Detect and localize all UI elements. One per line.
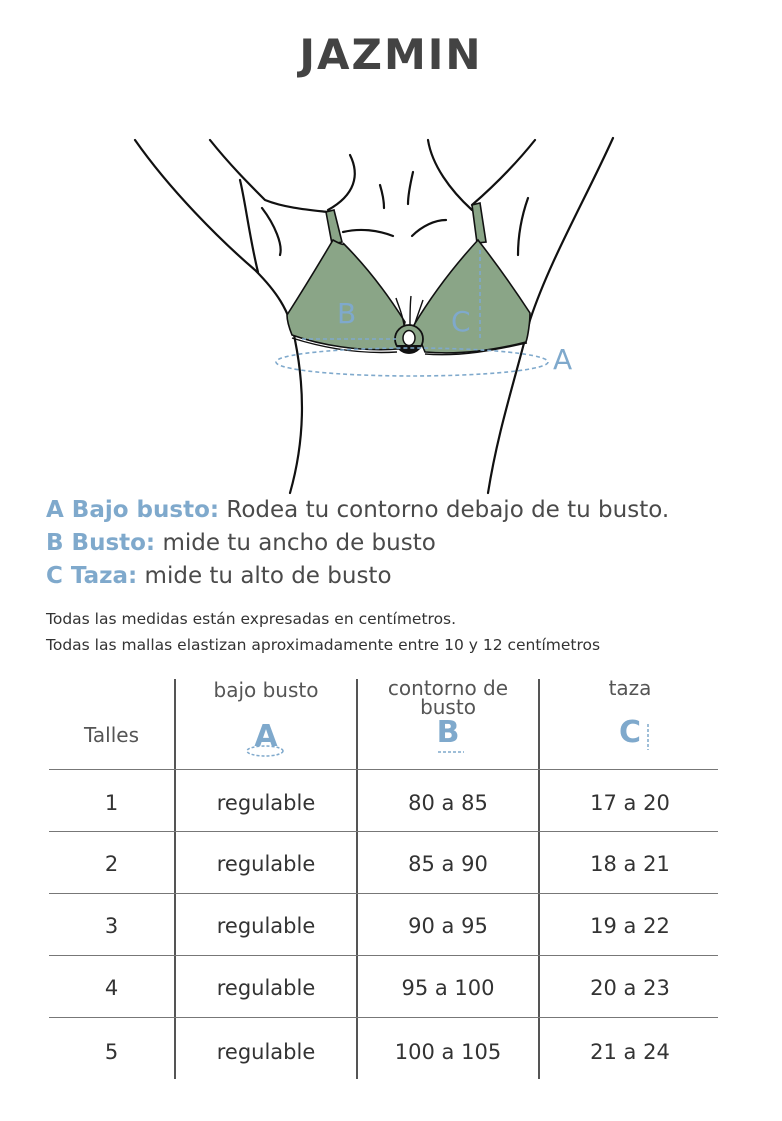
diagram-label-c: C xyxy=(451,305,471,338)
diagram-label-a: A xyxy=(553,343,573,376)
header-letter-a: A xyxy=(254,719,278,754)
table-cell-bajo: regulable xyxy=(216,976,316,1000)
definition-a-key: A Bajo busto: xyxy=(46,497,220,523)
table-cell-contorno: 80 a 85 xyxy=(408,791,488,815)
note-elastic: Todas las mallas elastizan aproximadamente entre 10 y 12 centímetros xyxy=(46,636,601,654)
definition-b-text: mide tu ancho de busto xyxy=(155,530,436,556)
definition-b-key: B Busto: xyxy=(46,530,156,556)
table-cell-talle: 4 xyxy=(104,976,119,1000)
table-cell-contorno: 95 a 100 xyxy=(401,976,495,1000)
note-measurements: Todas las medidas están expresadas en centímetros. xyxy=(46,610,457,628)
definition-c-key: C Taza: xyxy=(46,563,138,589)
table-cell-taza: 20 a 23 xyxy=(590,976,670,1000)
header-letter-b: B xyxy=(436,715,460,750)
table-cell-bajo: regulable xyxy=(216,852,316,876)
table-cell-taza: 18 a 21 xyxy=(590,852,670,876)
table-cell-contorno: 85 a 90 xyxy=(408,852,488,876)
table-cell-contorno: 100 a 105 xyxy=(394,1040,502,1064)
table-cell-talle: 5 xyxy=(104,1040,119,1064)
table-cell-talle: 2 xyxy=(104,852,119,876)
header-taza: taza xyxy=(608,676,652,700)
header-talles: Talles xyxy=(84,723,139,747)
table-cell-bajo: regulable xyxy=(216,791,316,815)
table-cell-talle: 3 xyxy=(104,914,119,938)
table-cell-taza: 17 a 20 xyxy=(590,791,670,815)
header-letter-c: C xyxy=(618,715,642,750)
table-cell-bajo: regulable xyxy=(216,914,316,938)
page-title: JAZMIN xyxy=(299,30,483,79)
diagram-label-b: B xyxy=(337,297,357,330)
table-cell-bajo: regulable xyxy=(216,1040,316,1064)
definition-c-text: mide tu alto de busto xyxy=(137,563,392,589)
definition-a-text: Rodea tu contorno debajo de tu busto. xyxy=(219,497,670,523)
table-cell-taza: 19 a 22 xyxy=(590,914,670,938)
header-bajo-busto: bajo busto xyxy=(213,678,319,702)
header-contorno-line2: busto xyxy=(420,695,476,719)
table-cell-taza: 21 a 24 xyxy=(590,1040,670,1064)
table-cell-talle: 1 xyxy=(104,791,119,815)
table-divider xyxy=(49,769,718,770)
table-cell-contorno: 90 a 95 xyxy=(408,914,488,938)
header-contorno-line1: contorno de xyxy=(387,676,509,700)
